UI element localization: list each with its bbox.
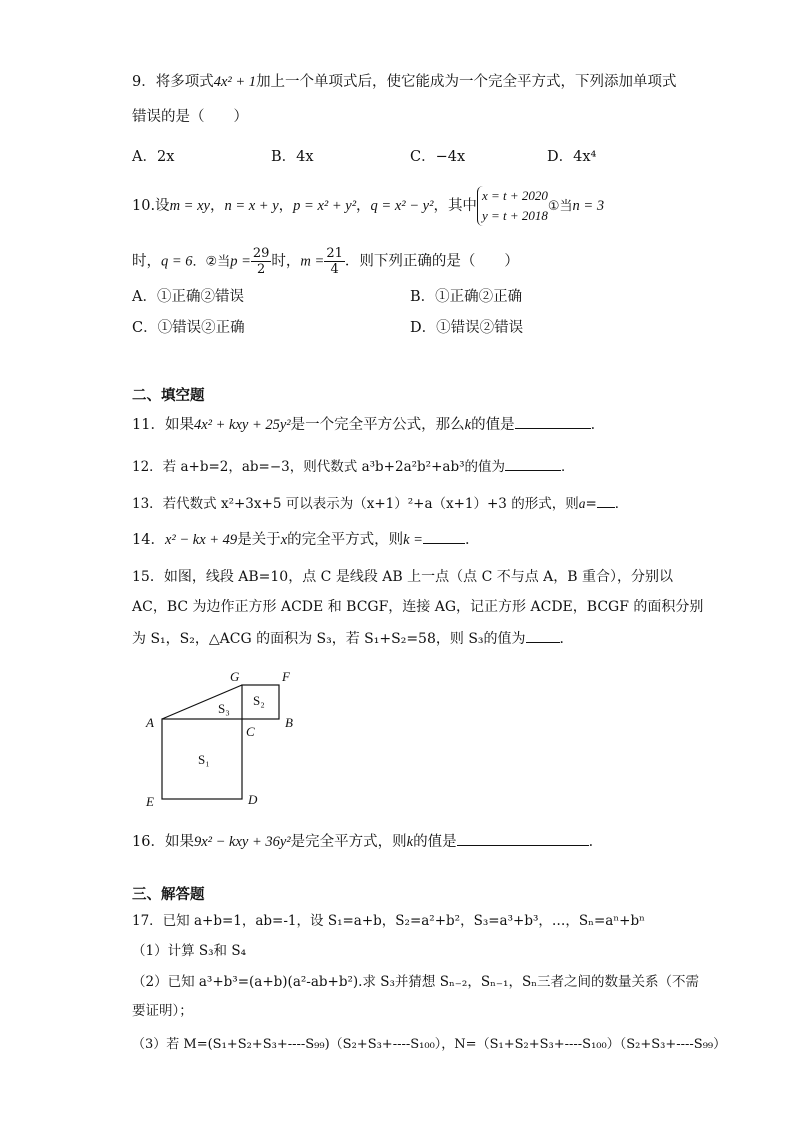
q10-p-numerator: 29	[252, 246, 270, 261]
q10-option-b: B．①正确②正确	[410, 289, 523, 305]
label-d: D	[248, 792, 258, 807]
q10-option-c: C．①错误②正确	[132, 320, 245, 336]
q16-expression: 9x² − kxy + 36y²	[193, 834, 291, 850]
q9-line1	[132, 72, 677, 92]
q14-stem2: 的完全平方式，则	[287, 532, 404, 548]
q16-prefix: 16．如果	[132, 834, 194, 850]
q15-line2: AC，BC 为边作正方形 ACDE 和 BCGF，连接 AG，记正方形 ACDE，BCGF 的面积分别	[132, 599, 704, 615]
q9-option-d: D．4x⁴	[547, 149, 597, 165]
q12-end: ．	[561, 459, 575, 475]
q14-expression: x² − kx + 49	[164, 532, 238, 548]
q13-answer-blank[interactable]	[597, 493, 615, 508]
q13-eq: =	[585, 496, 597, 512]
q15-answer-blank[interactable]	[526, 628, 560, 643]
q13-line	[132, 493, 628, 514]
square-bcgf	[242, 685, 279, 719]
q16-tail: 的值是	[413, 834, 457, 850]
square-acde	[162, 719, 242, 799]
q15-line3	[132, 628, 574, 649]
q10-option-a: A．①正确②错误	[132, 289, 244, 305]
q10-n-value: n = 3	[572, 198, 605, 214]
q9-stem: 加上一个单项式后，使它能成为一个完全平方式，下列添加单项式	[256, 74, 677, 90]
label-s1: S₁	[198, 752, 210, 767]
q10-p-denominator: 2	[257, 262, 266, 277]
q10-m-eq: m =	[300, 253, 325, 270]
label-a: A	[146, 715, 154, 730]
q10-option-d: D．①错误②错误	[410, 320, 524, 336]
q17-line1: 17．已知 a+b=1，ab=-1，设 S₁=a+b，S₂=a²+b²，S₃=a³+b³，…，Sₙ=aⁿ+bⁿ	[132, 913, 645, 929]
label-c: C	[246, 724, 255, 739]
q13-end: ．	[614, 496, 629, 512]
q10-line2	[132, 246, 519, 277]
label-e: E	[146, 794, 154, 809]
label-s2: S₂	[253, 693, 265, 708]
q11-end: ．	[590, 417, 606, 433]
segment-ag	[162, 685, 242, 719]
q9-prefix: 9．将多项式	[132, 74, 214, 90]
q11-stem: 是一个完全平方公式，那么	[290, 417, 465, 433]
q14-line	[132, 529, 479, 550]
label-b: B	[285, 715, 293, 730]
label-s3: S₃	[218, 701, 230, 716]
q11-k: k	[464, 417, 472, 433]
q11-prefix: 11．如果	[132, 417, 194, 433]
q10-tail: ．则下列正确的是（ ）	[344, 253, 519, 270]
q17-part2b: 要证明）；	[132, 1003, 193, 1019]
q14-answer-blank[interactable]	[423, 529, 465, 544]
q10-system	[477, 186, 548, 226]
q10-q-value: q = 6	[161, 253, 193, 270]
q10-m-fraction	[324, 246, 345, 277]
q10-m-numerator: 21	[326, 246, 343, 261]
q13-a: a	[578, 496, 586, 511]
q9-option-c: C．−4x	[410, 149, 466, 165]
q14-end: ．	[464, 532, 480, 548]
q11-expression: 4x² + kxy + 25y²	[193, 417, 291, 433]
label-f: F	[282, 669, 290, 684]
q10-system-eq2: y = t + 2018	[481, 208, 548, 223]
q12-stem: 12．若 a+b=2，ab=−3，则代数式 a³b+2a²b²+ab³的值为	[132, 459, 505, 475]
q12-answer-blank[interactable]	[505, 456, 561, 471]
q17-part1: （1）计算 S₃和 S₄	[132, 943, 246, 959]
q15-end: ．	[559, 631, 574, 647]
q10-line1: 10.设m = xy，n = x + y，p = x² + y²，q = x² − y²，其中 x = t + 2020 y = t + 2018 ①当n = 3	[132, 186, 604, 226]
section-fill-in: 二、填空题	[132, 388, 205, 404]
q15-stem: 为 S₁，S₂，△ACG 的面积为 S₃，若 S₁+S₂=58，则 S₃的值为	[132, 631, 526, 647]
q10-where: 其中	[447, 198, 477, 214]
q16-k: k	[406, 834, 414, 850]
q9-expression: 4x² + 1	[213, 74, 257, 90]
q11-tail: 的值是	[471, 417, 515, 433]
q10-shi: 时，	[132, 253, 161, 270]
q14-k: k =	[403, 532, 423, 548]
q15-line1: 15．如图，线段 AB=10，点 C 是线段 AB 上一点（点 C 不与点 A，B 重合），分别以	[132, 569, 674, 585]
label-g: G	[230, 669, 240, 684]
q9-option-b: B．4x	[271, 149, 314, 165]
q9-option-a: A．2x	[132, 149, 175, 165]
q10-m-denominator: 4	[330, 262, 339, 277]
q16-end: ．	[588, 834, 604, 850]
q10-system-eq1: x = t + 2020	[481, 188, 548, 203]
q14-stem: 是关于	[237, 532, 281, 548]
q9-line2: 错误的是（ ）	[132, 109, 248, 125]
q17-part3: （3）若 M=(S₁+S₂+S₃+----S₉₉)（S₂+S₃+----S₁₀₀），N=（S₁+S₂+S₃+----S₁₀₀）（S₂+S₃+----S₉₉）	[132, 1037, 727, 1052]
q10-p-def: p = x² + y²	[293, 198, 357, 214]
q11-answer-blank[interactable]	[515, 414, 591, 429]
q12-line	[132, 456, 575, 477]
q14-prefix: 14．	[132, 532, 165, 548]
q11-line	[132, 414, 605, 435]
section-solve: 三、解答题	[132, 887, 205, 903]
q10-p-eq: p =	[230, 253, 251, 270]
q13-stem: 13．若代数式 x²+3x+5 可以表示为（x+1）²+a（x+1）+3 的形式，则	[132, 496, 579, 512]
q10-p-fraction	[251, 246, 272, 277]
q10-m-def: m = xy	[169, 198, 210, 214]
q17-part2a: （2）已知 a³+b³=(a+b)(a²-ab+b²).求 S₃并猜想 Sₙ₋₂，Sₙ₋₁，Sₙ三者之间的数量关系（不需	[132, 974, 700, 990]
q16-line	[132, 831, 603, 852]
q14-x: x	[280, 532, 288, 548]
q10-shi2: 时，	[271, 253, 301, 270]
q10-condition2: ．②当	[192, 254, 231, 270]
q10-q-def: q = x² − y²	[370, 198, 434, 214]
q16-stem: 是完全平方式，则	[290, 834, 407, 850]
q10-prefix: 10.设	[132, 198, 170, 214]
q10-n-def: n = x + y	[224, 198, 279, 214]
q10-condition1: ①当	[547, 199, 573, 214]
q16-answer-blank[interactable]	[457, 831, 589, 846]
